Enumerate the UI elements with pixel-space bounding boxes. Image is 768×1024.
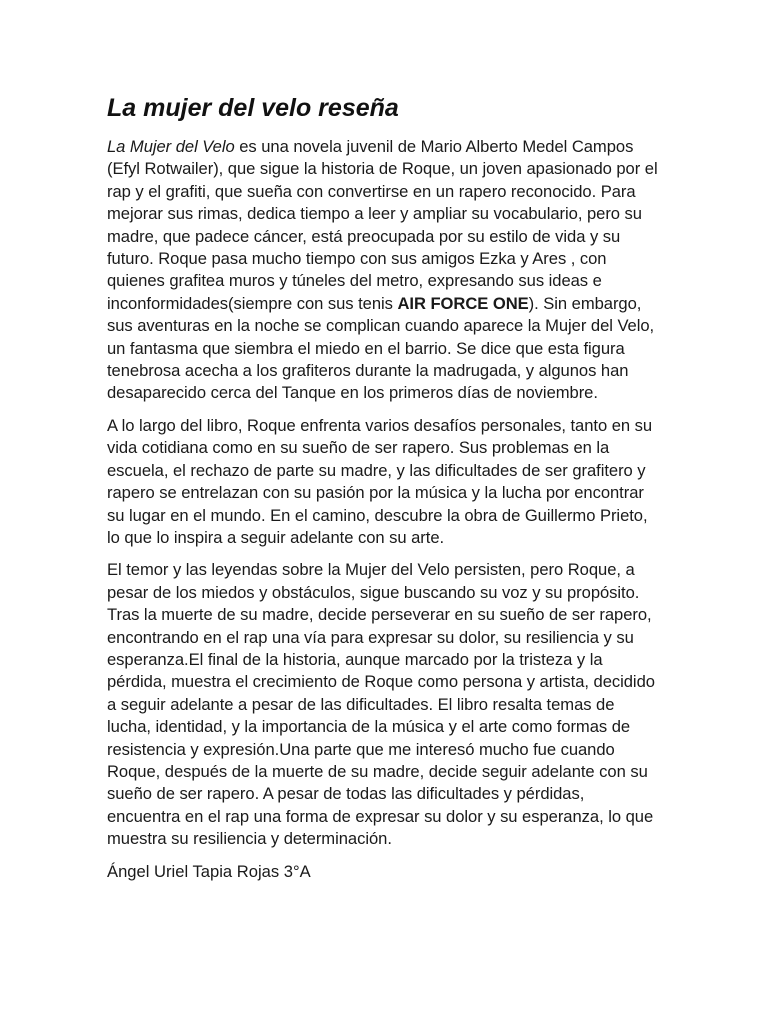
paragraph-conclusion: El temor y las leyendas sobre la Mujer del Velo persisten, pero Roque, a pesar de los miedos y obstáculos, sigue buscando su voz y su propósito. Tras la muerte de su madre, decide perseverar en su sueño de ser rapero, encontrando en el rap una vía para expresar su dolor, su resiliencia y su esperanza.El final de la historia, aunque marcado por la tristeza y la pérdida, muestra el crecimiento de Roque como persona y artista, decidido a seguir adelante a pesar de las dificultades. El libro resalta temas de lucha, identidad, y la importancia de la música y el arte como formas de resistencia y expresión.Una parte que me interesó mucho fue cuando Roque, después de la muerte de su madre, decide seguir adelante con su sueño de ser rapero. A pesar de todas las dificultades y pérdidas, encuentra en el rap una forma de expresar su dolor y su esperanza, lo que muestra su resiliencia y determinación. — [107, 560, 655, 849]
document-page — [107, 92, 659, 883]
paragraph-intro — [107, 136, 659, 405]
paragraph-intro-text-b: ). Sin embargo, sus aventuras en la noche se complican cuando aparece la Mujer del Velo, un fantasma que siembra el miedo en el barrio. Se dice que esta figura tenebrosa acecha a los grafiteros durante la madrugada, y algunos han desaparecido cerca del Tanque en los primeros días de noviembre. — [107, 293, 655, 403]
paragraph-intro-text-a: es una novela juvenil de Mario Alberto Medel Campos (Efyl Rotwailer), que sigue la historia de Roque, un joven apasionado por el rap y el grafiti, que sueña con convertirse en un rapero reconocido. Para mejorar sus rimas, dedica tiempo a leer y ampliar su vocabulario, pero su madre, que padece cáncer, está preocupada por su estilo de vida y su futuro. Roque pasa mucho tiempo con sus amigos Ezka y Ares , con quienes grafitea muros y túneles del metro, expresando sus ideas e inconformidades(siempre con sus tenis — [107, 137, 658, 313]
paragraph-challenges: A lo largo del libro, Roque enfrenta varios desafíos personales, tanto en su vida cotidiana como en su sueño de ser rapero. Sus problemas en la escuela, el rechazo de parte su madre, y las dificultades de ser grafitero y rapero se entrelazan con su pasión por la música y la lucha por encontrar su lugar en el mundo. En el camino, descubre la obra de Guillermo Prieto, lo que lo inspira a seguir adelante con su arte. — [107, 415, 653, 547]
author-signature: Ángel Uriel Tapia Rojas 3°A — [107, 861, 311, 881]
book-title-italic: La Mujer del Velo — [107, 137, 235, 156]
air-force-one-bold: AIR FORCE ONE — [397, 293, 529, 313]
document-title: La mujer del velo reseña — [107, 94, 399, 122]
